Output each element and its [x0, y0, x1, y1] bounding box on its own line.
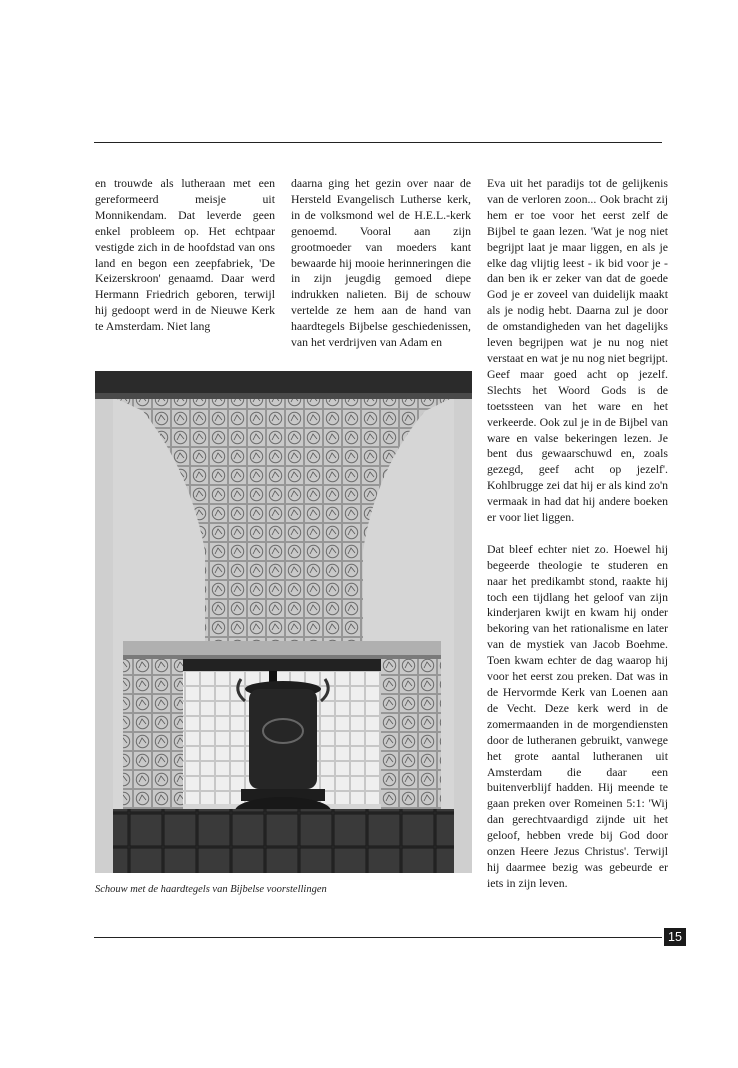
paragraph: Eva uit het paradijs tot de gelijkenis van de verloren zoon... Ook bracht zij hem er toe voor het eerst zelf de Bijbel te gaan lezen. 'Wat je nog niet begrijpt laat je maar liggen, en als je elke dag vlijtig leest - ik bid voor je - dan ben ik er zeker van dat de goede God je er zoveel van duidelijk maakt als je nodig hebt. Daarna zul je door de omstandigheden van het dagelijks leven begrijpen wat je nu nog niet verstaat en wat je nu nog niet begrijpt. Geef maar goed acht op jezelf. Slechts het Woord Gods is de toetssteen van het ware en het verkeerde. Ook zul je in de Bijbel van ware en valse bekeringen lezen. Je bent dus gewaarschuwd en, zoals gezegd, geef acht op jezelf'. Kohlbrugge zei dat hij er als kind zo'n vermaak in had dat hij andere boeken er voor liet liggen. [487, 176, 668, 525]
top-rule [94, 142, 662, 143]
text-column-1 [95, 176, 275, 335]
fireplace-photo [95, 371, 472, 873]
figure-caption: Schouw met de haardtegels van Bijbelse voorstellingen [95, 884, 327, 895]
paragraph: Dat bleef echter niet zo. Hoewel hij begeerde theologie te studeren en naar het predikambt stond, raakte hij toch een tijdlang het geloof van zijn kinderjaren kwijt en kwam hij onder bekoring van het rationalisme en later van de mystiek van Jacob Boehme. Toen kwam echter de dag waarop hij voor het eerst zou preken. Dat was in de Hervormde Kerk van Loenen aan de Vecht. Deze kerk werd in de zomermaanden in de morgendiensten door de lutheranen gebruikt, vanwege het grote aantal lutheranen uit Amsterdam die daar een buitenverblijf hadden. Hij meende te gaan preken over Romeinen 5:1: 'Wij dan gerechtvaardigd zijnde uit het geloof, hebben vrede bij God door onzen Heere Jezus Christus'. Terwijl hij daarmee bezig was gebeurde er iets in zijn leven. [487, 541, 668, 890]
paragraph: en trouwde als lutheraan met een gereformeerd meisje uit Monnikendam. Dat leverde geen enkel probleem op. Het echtpaar vestigde zich in de hoofdstad van ons land en begon een zeepfabriek, 'De Keizerskroon' genaamd. Daar werd Hermann Friedrich geboren, terwijl hij gedoopt werd in de Nieuwe Kerk te Amsterdam. Niet lang [95, 176, 275, 334]
page-number: 15 [664, 928, 686, 946]
text-column-3 [487, 176, 668, 892]
text-column-2 [291, 176, 471, 351]
paragraph: daarna ging het gezin over naar de Hersteld Evangelisch Lutherse kerk, in de volksmond wel de H.E.L.-kerk genoemd. Vooral aan zijn grootmoeder van moeders kant bewaarde hij mooie herinneringen die in zijn jeugdig gemoed diepe indrukken nalieten. Bij de schouw vertelde ze hem aan de hand van haardtegels Bijbelse geschiedenissen, van het verdrijven van Adam en [291, 176, 471, 350]
bottom-rule [94, 937, 662, 938]
